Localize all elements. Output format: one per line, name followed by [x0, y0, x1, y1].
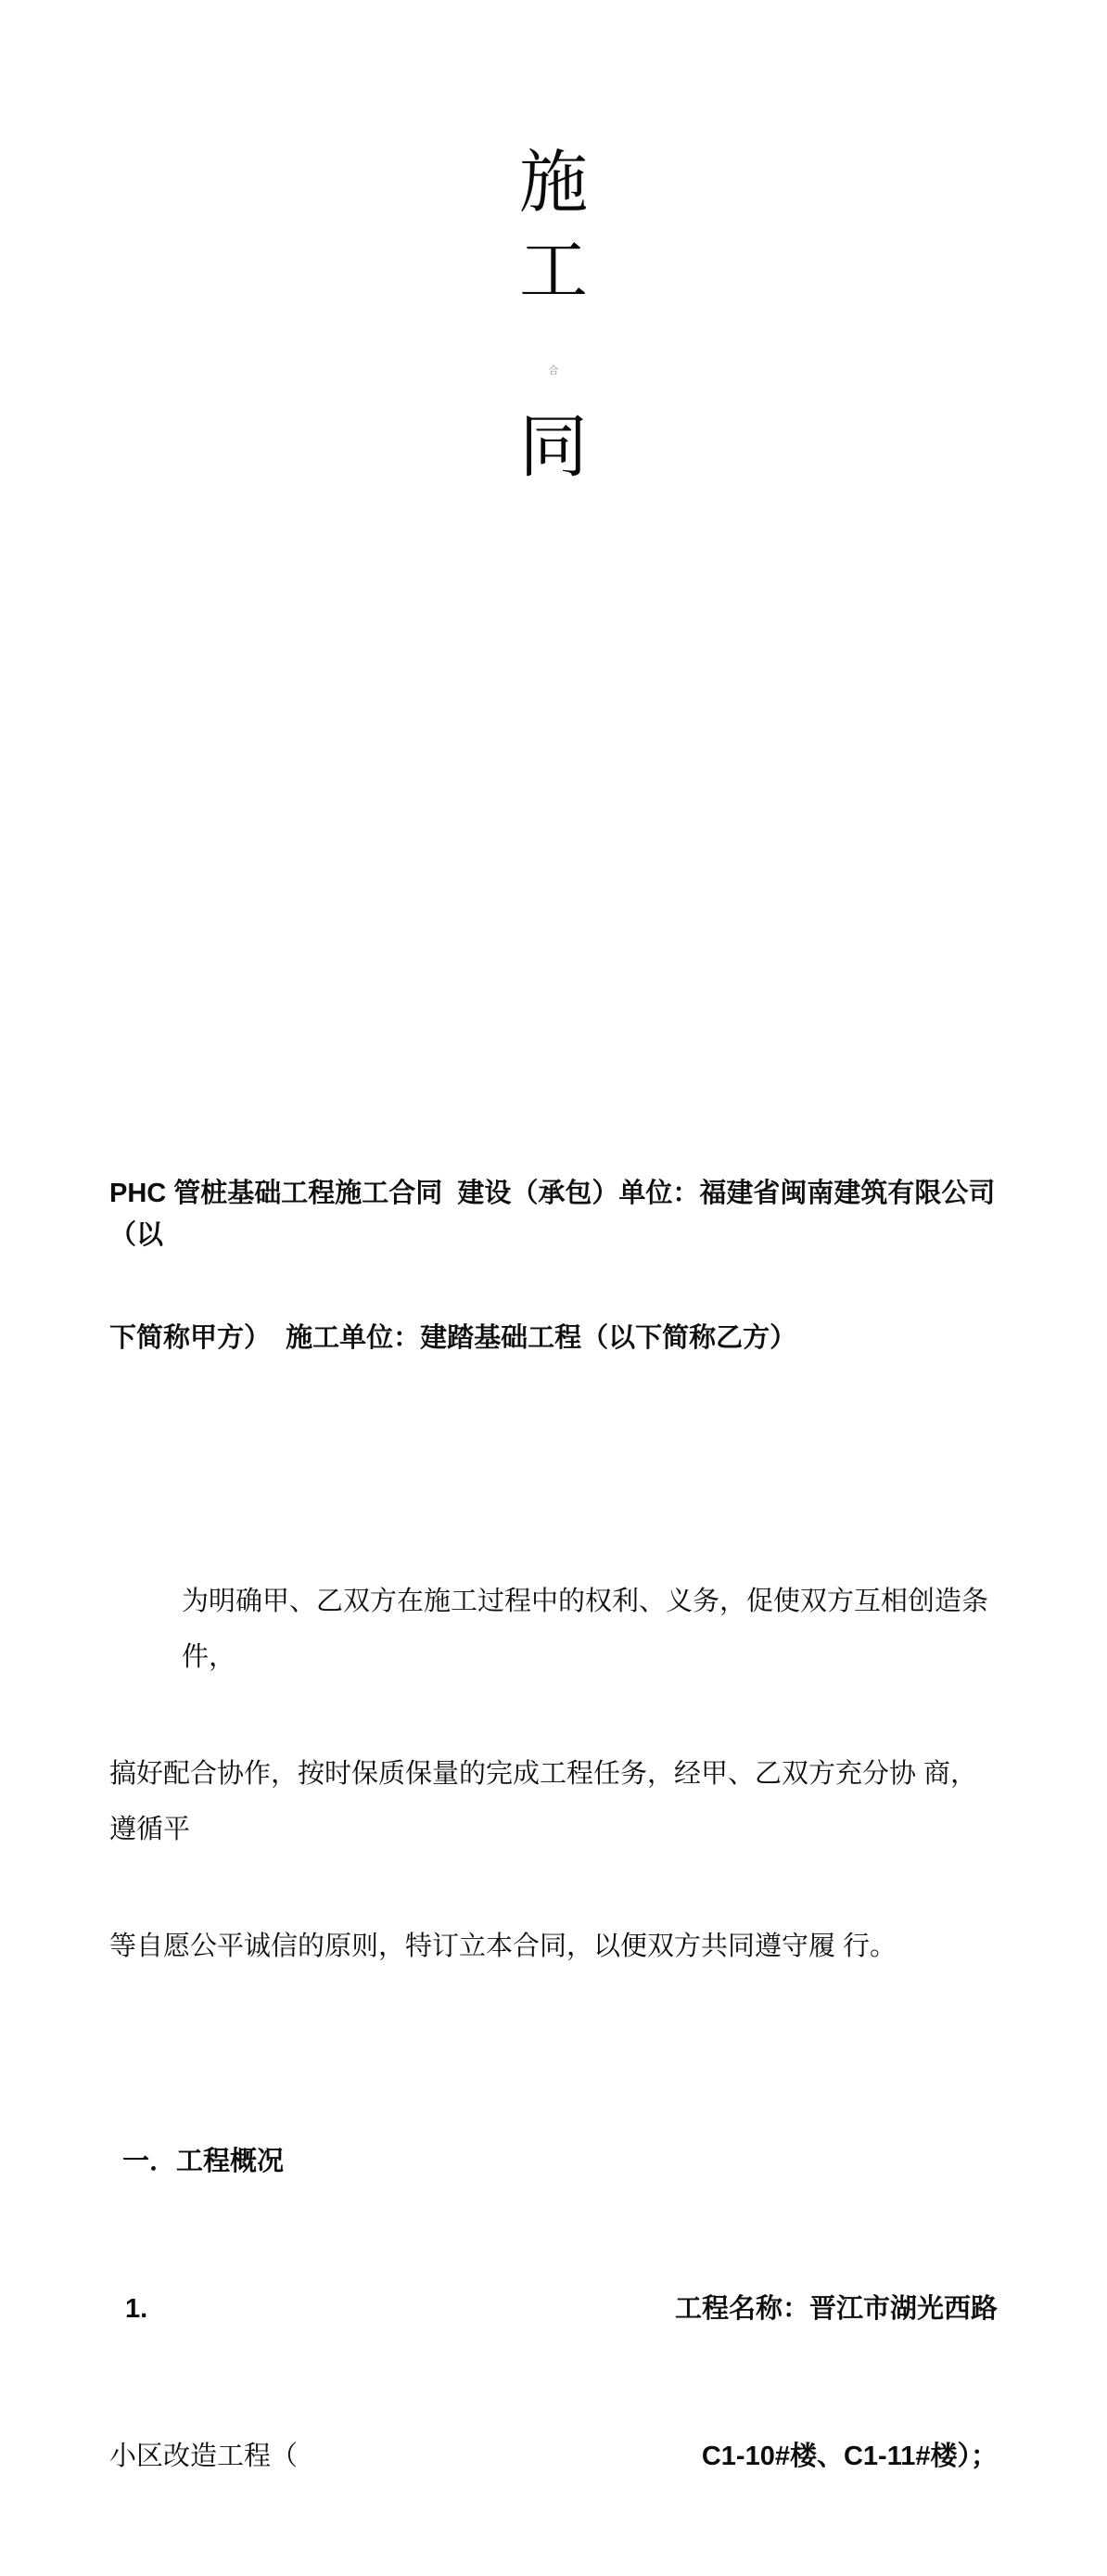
- cover-title-char-shi: 施: [519, 143, 588, 223]
- project-name-value: 工程名称：晋江市湖光西路: [674, 2294, 998, 2324]
- contract-body: [109, 1020, 998, 2576]
- building-numbers-value: C1-10#楼、C1-11#楼）；: [701, 2442, 998, 2471]
- cover-title-char-gong: 工: [519, 231, 588, 311]
- section-1-item-1: [109, 2281, 998, 2337]
- section-1-item-1-continued: [109, 2429, 998, 2484]
- preamble-paragraph: [109, 1512, 998, 2035]
- intro-paragraph: [109, 1112, 998, 1421]
- preamble-line-2: 搞好配合协作，按时保质保量的完成工程任务，经甲、乙双方充分协 商，遵循平: [109, 1759, 978, 1844]
- project-name-continued: 小区改造工程（: [109, 2442, 299, 2471]
- cover-title-char-tong: 同: [519, 407, 588, 487]
- preamble-line-1: 为明确甲、乙双方在施工过程中的权利、义务，促使双方互相创造条 件，: [182, 1587, 997, 1672]
- intro-line-1: PHC 管桩基础工程施工合同 建设（承包）单位：福建省闽南建筑有限公司（以: [109, 1179, 996, 1250]
- section-1-heading: 一．工程概况: [122, 2147, 285, 2176]
- cover-title-char-he-small: 合: [548, 364, 559, 376]
- preamble-line-3: 等自愿公平诚信的原则，特订立本合同，以便双方共同遵守履 行。: [109, 1932, 897, 1961]
- intro-line-2: 下简称甲方） 施工单位：建踏基础工程（以下简称乙方）: [109, 1323, 797, 1353]
- item-number: 1.: [125, 2294, 148, 2324]
